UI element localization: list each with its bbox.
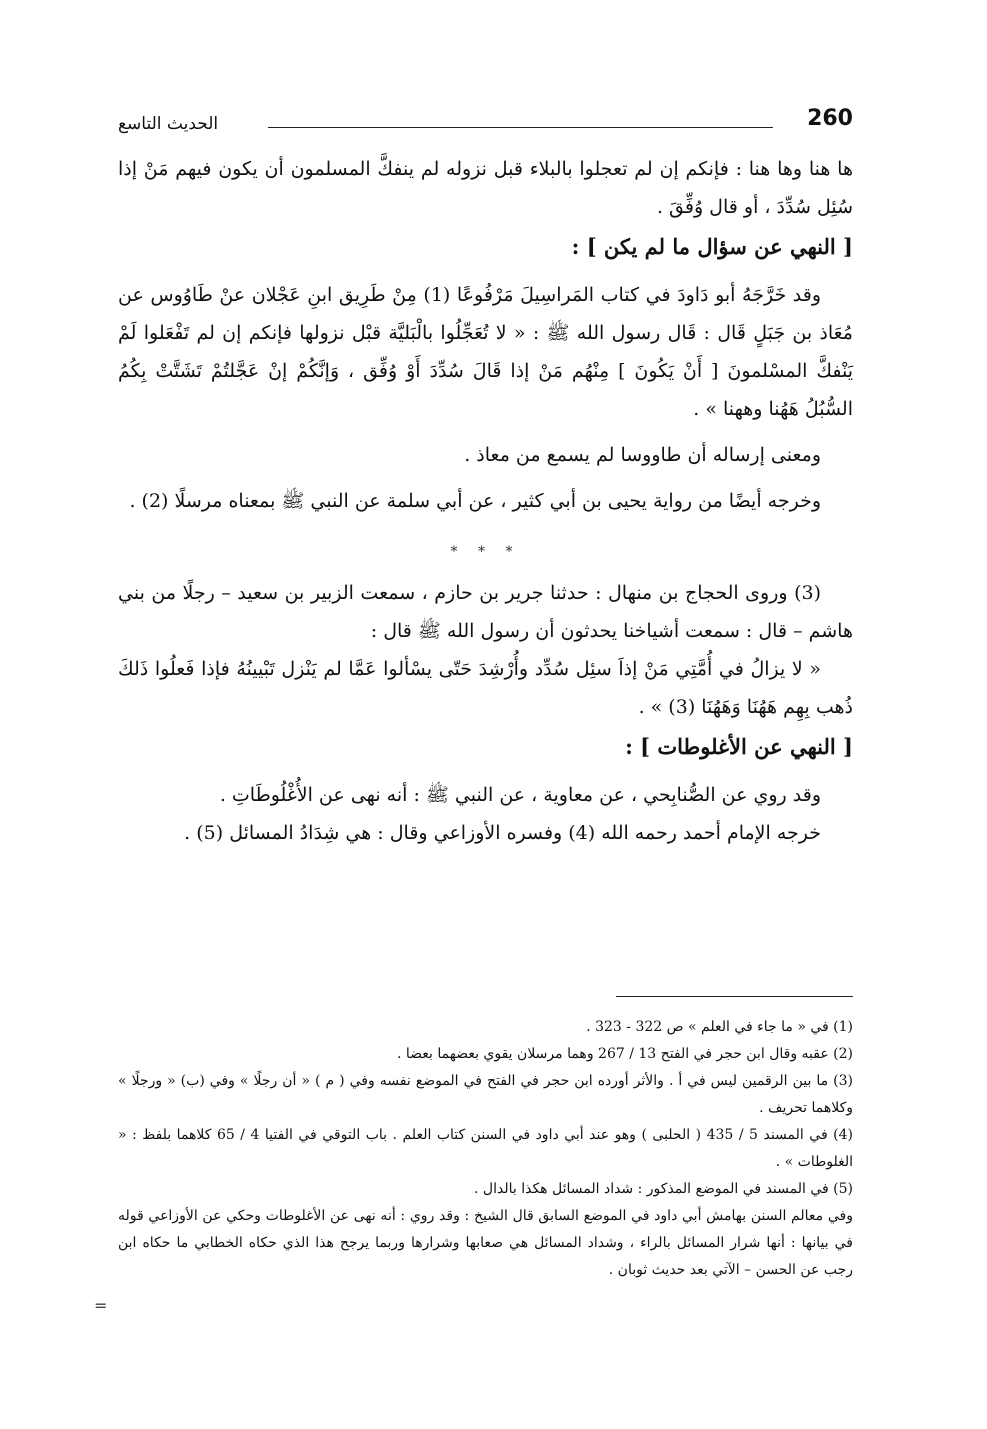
section-separator: * * * bbox=[450, 544, 521, 560]
paragraph: خرجه الإمام أحمد رحمه الله (4) وفسره الأوزاعي وقال : هي شِدَادُ المسائل (5) . bbox=[184, 822, 821, 844]
paragraph: (3) وروى الحجاج بن منهال : حدثنا جرير بن حازم ، سمعت الزبير بن سعيد – رجلًا من بني هاشم – قال : سمعت أشياخنا يحدثون أن رسول الله ﷺ قال : bbox=[118, 582, 853, 642]
section-heading: [ النهي عن الأغلوطات ] : bbox=[625, 734, 853, 759]
page-header bbox=[118, 100, 853, 140]
footnote: (4) في المسند 5 / 435 ( الحلبى ) وهو عند أبي داود في السنن كتاب العلم . باب التوقي في الفتيا 4 / 65 كلاهما بلفظ : « الغلوطات » . bbox=[118, 1127, 853, 1170]
footnote: وفي معالم السنن بهامش أبي داود في الموضع السابق قال الشيخ : وقد روي : أنه نهى عن الأغلوطات وحكي عن الأوزاعي قوله في بيانها : أنها شرار المسائل بالراء ، وشداد المسائل هي صعابها وشرارها وربما يرجح هذا الذي حكاه الخطابي ما حكاه ابن رجب عن الحسن – الآتي بعد حديث ثوبان . bbox=[118, 1208, 853, 1278]
footnote: (3) ما بين الرقمين ليس في أ . والأثر أورده ابن حجر في الفتح في الموضع نفسه وفي ( م ) « أن رجلًا » وفي (ب) « ورجلًا » وكلاهما تحريف . bbox=[118, 1073, 853, 1116]
page-number: 260 bbox=[807, 106, 853, 131]
paragraph: وخرجه أيضًا من رواية يحيى بن أبي كثير ، عن أبي سلمة عن النبي ﷺ بمعناه مرسلًا (2) . bbox=[129, 490, 821, 512]
main-text bbox=[118, 150, 853, 852]
section-heading: [ النهي عن سؤال ما لم يكن ] : bbox=[571, 234, 853, 259]
footnote: (2) عقبه وقال ابن حجر في الفتح 13 / 267 وهما مرسلان يقوي بعضهما بعضا . bbox=[396, 1046, 853, 1062]
paragraph: ومعنى إرساله أن طاووسا لم يسمع من معاذ . bbox=[464, 444, 821, 466]
paragraph: وقد خَرَّجَهُ أبو دَاودَ في كتاب المَراسِيلَ مَرْفُوعًا (1) مِنْ طَرِيق ابنِ عَجْلان عنْ طَاوُوس عن مُعَاذ بن جَبَلٍ قَال : قَال رسول الله ﷺ : « لا تُعَجِّلُوا بالْبَليَّة قبْل نزولها فإنكم إن لم تَفْعَلوا لَمْ يَنْفكَّ المسْلمونَ [ أَنْ يَكُونَ ] مِنْهُم مَنْ إذا قَالَ سُدِّدَ أَوْ وُفِّق ، وَإنَّكُمْ إنْ عَجَّلتُمْ تَشَتَّتْ بِكُمُ السُّبُلُ هَهُنا وههنا » . bbox=[118, 284, 853, 420]
footnote: (1) في « ما جاء في العلم » ص 322 - 323 . bbox=[586, 1019, 853, 1035]
running-title: الحديث التاسع bbox=[118, 114, 219, 134]
footnote-rule bbox=[616, 996, 853, 997]
paragraph: ها هنا وها هنا : فإنكم إن لم تعجلوا بالبلاء قبل نزوله لم ينفكَّ المسلمون أن يكون فيهم مَنْ إذا سُئِل سُدِّدَ ، أو قال وُفِّقَ . bbox=[118, 158, 853, 218]
paragraph: وقد روي عن الصُّنابِحي ، عن معاوية ، عن النبي ﷺ : أنه نهى عن الأُغْلُوطَاتِ . bbox=[219, 784, 821, 806]
header-rule bbox=[268, 127, 773, 128]
margin-mark: = bbox=[94, 1296, 108, 1315]
footnote: (5) في المسند في الموضع المذكور : شداد المسائل هكذا بالدال . bbox=[474, 1181, 853, 1197]
hadith-quote: « لا يزالُ في أُمَّتِي مَنْ إذاَ سئِل سُدِّد وأُرْشِدَ حَتّى يسْألوا عَمَّا لم يَنْزل تَبْيينُهُ فإذا فَعلُوا ذَلكَ ذُهب بِهِم هَهُنَا وَهَهُنَا (3) » . bbox=[118, 658, 853, 718]
footnotes bbox=[118, 1014, 853, 1284]
